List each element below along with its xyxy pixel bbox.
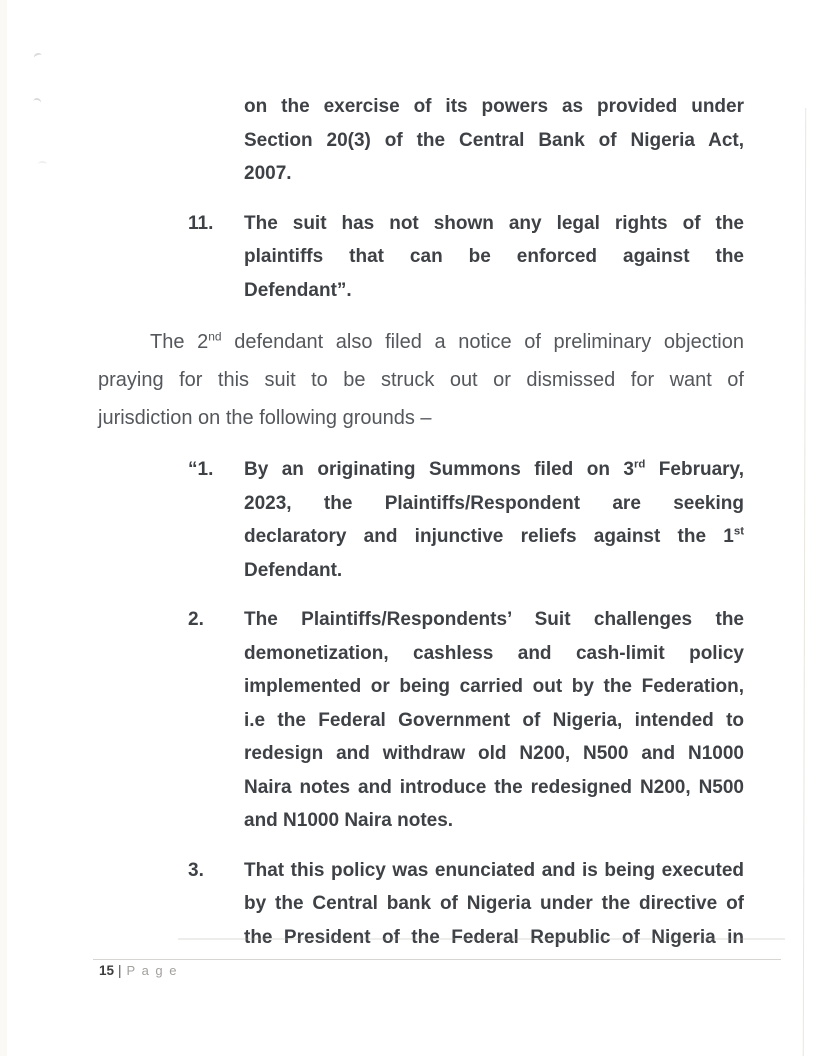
text-line: [98, 323, 744, 361]
footer-page-word: P a g e: [126, 963, 179, 978]
text-segment: Defendant”.: [244, 279, 352, 301]
page-footer: [99, 962, 178, 980]
text-segment: February,: [645, 459, 744, 480]
text-segment: i.e the Federal Government of Nigeria, intended to: [244, 709, 744, 731]
list-item-text: [244, 90, 744, 191]
text-segment: Defendant.: [244, 559, 343, 581]
text-segment: jurisdiction on the following grounds –: [98, 407, 432, 429]
text-line: [244, 670, 744, 704]
text-segment: That this policy was enunciated and is being executed: [244, 859, 744, 881]
list-item-number: “1.: [188, 459, 214, 480]
text-segment: on the exercise of its powers as provided under: [244, 96, 744, 117]
text-segment: defendant also filed a notice of preliminary objection: [221, 331, 744, 353]
list-item-text: [244, 603, 744, 838]
document-content: [0, 90, 816, 970]
text-segment: The suit has not shown any legal rights of the: [244, 212, 744, 234]
text-segment: declaratory and injunctive reliefs against the 1: [244, 526, 734, 547]
text-line: [244, 124, 744, 158]
list-item: [188, 207, 816, 308]
text-segment: redesign and withdraw old N200, N500 and N1000: [244, 743, 744, 764]
list-item-text: [244, 207, 744, 308]
list-item-number: [188, 90, 244, 191]
list-item-text: [244, 453, 744, 587]
text-segment: 2023, the Plaintiffs/Respondent are seeking: [244, 492, 744, 514]
text-segment: praying for this suit to be struck out or dismissed for want of: [98, 369, 744, 391]
text-segment: plaintiffs that can be enforced against the: [244, 246, 744, 267]
list-item: [188, 90, 816, 191]
text-segment: Naira notes and introduce the redesigned N200, N500: [244, 776, 744, 798]
text-line: [244, 771, 744, 805]
text-line: [244, 854, 744, 888]
text-line: [98, 361, 744, 399]
superscript-text: nd: [208, 329, 222, 344]
list-item-number: 11.: [188, 212, 214, 234]
footer-separator-line: [93, 959, 781, 960]
scan-artifact-line: [178, 938, 785, 940]
text-line: [98, 399, 744, 437]
scan-speck: [33, 52, 43, 61]
text-segment: The Plaintiffs/Respondents’ Suit challenges the: [244, 609, 744, 630]
text-line: [244, 157, 744, 191]
text-segment: By an originating Summons filed on 3: [244, 459, 634, 480]
text-line: [244, 453, 744, 487]
text-segment: Section 20(3) of the Central Bank of Nigeria Act,: [244, 129, 744, 151]
text-segment: demonetization, cashless and cash-limit policy: [244, 642, 744, 664]
text-segment: and N1000 Naira notes.: [244, 810, 454, 831]
text-line: [244, 704, 744, 738]
text-segment: the President of the Federal Republic of Nigeria in: [244, 926, 744, 948]
text-line: [244, 637, 744, 671]
text-line: [244, 737, 744, 771]
text-line: [244, 487, 744, 521]
superscript-text: rd: [633, 458, 646, 471]
list-item-number: 3.: [188, 859, 204, 881]
page-number: 15: [99, 963, 115, 978]
text-line: [244, 207, 744, 241]
text-segment: implemented or being carried out by the Federation,: [244, 676, 744, 697]
list-item-number: 2.: [188, 609, 204, 630]
text-line: [244, 804, 744, 838]
text-segment: 2007.: [244, 163, 292, 184]
text-segment: by the Central bank of Nigeria under the directive of: [244, 893, 744, 914]
superscript-text: st: [733, 525, 744, 538]
text-line: [244, 520, 744, 554]
text-line: [244, 90, 744, 124]
text-line: [244, 240, 744, 274]
list-item: [188, 603, 816, 838]
text-line: [244, 554, 744, 588]
text-line: [244, 274, 744, 308]
list-item: [188, 453, 816, 587]
footer-bar: |: [118, 963, 122, 978]
paragraph: [98, 323, 744, 437]
text-line: [244, 887, 744, 921]
text-line: [244, 603, 744, 637]
text-segment: The 2: [150, 331, 209, 353]
